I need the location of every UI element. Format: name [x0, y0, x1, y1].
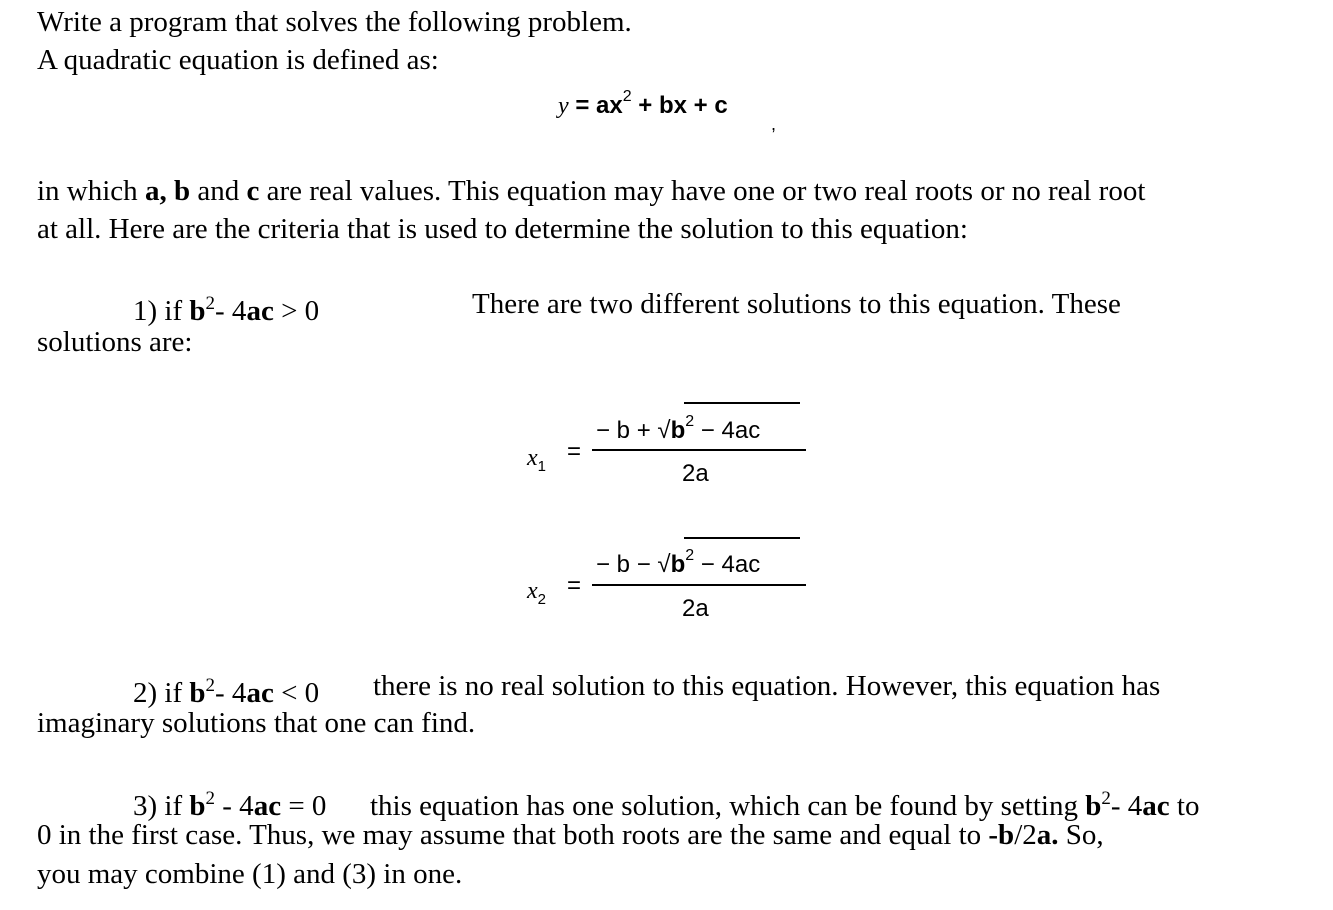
case3-prefix: 3) if [133, 790, 190, 822]
formula2-sqrt-bar [684, 537, 800, 539]
formula2-x: x [527, 578, 538, 604]
case3-line2-text: 0 in the first case. Thus, we may assume that both roots are the same and equal to [37, 819, 989, 851]
case3-description [370, 782, 1199, 823]
paragraph-text: are real values. This equation may have one or two real roots or no real root [259, 175, 1146, 207]
case3-so: So, [1058, 819, 1104, 851]
case1-description-2: solutions are: [37, 326, 193, 358]
case1-ac: ac [246, 295, 274, 327]
formula2-equals: = [567, 572, 582, 599]
main-eq-y: y [558, 93, 569, 119]
case3-condition [133, 782, 326, 823]
case3-over-2: /2 [1014, 819, 1037, 851]
paragraph-var-ab: a, b [144, 175, 191, 207]
formula2-num-b: b [670, 551, 686, 578]
formula1-num-c: − 4ac [694, 417, 761, 444]
formula1-num-exp: 2 [685, 413, 695, 430]
case3-desc-to: to [1169, 790, 1200, 822]
formula2-fraction-bar [592, 584, 806, 586]
case2-description: there is no real solution to this equation. However, this equation has [373, 670, 1161, 702]
main-eq-exponent: 2 [622, 88, 632, 105]
main-eq-comma: , [771, 114, 777, 134]
paragraph-line-2: at all. Here are the criteria that is used to determine the solution to this equation: [37, 213, 968, 245]
formula1-numerator [596, 413, 760, 445]
case2-b: b [189, 677, 206, 709]
case1-prefix: 1) if [133, 295, 190, 327]
main-eq-ax: = ax [568, 92, 623, 119]
formula2-numerator [596, 547, 760, 579]
formula1-lhs [527, 444, 546, 475]
formula1-denominator: 2a [682, 460, 709, 487]
formula2-radical: √ [657, 551, 671, 578]
case3-cond: = 0 [281, 790, 327, 822]
formula1-num-b: b [670, 417, 686, 444]
formula1-num-a: − b + [596, 417, 658, 444]
formula1-fraction-bar [592, 449, 806, 451]
formula2-denominator: 2a [682, 595, 709, 622]
case2-minus: - 4 [215, 677, 247, 709]
case1-square: 2 [205, 293, 216, 314]
formula1-subscript: 1 [537, 458, 546, 475]
case1-description: There are two different solutions to this equation. These [472, 288, 1121, 320]
case1-condition [133, 287, 319, 328]
intro-line-2: A quadratic equation is defined as: [37, 44, 439, 76]
case3-b: b [189, 790, 206, 822]
formula2-num-a: − b − [596, 551, 658, 578]
case1-b: b [189, 295, 206, 327]
formula1-x: x [527, 445, 538, 471]
case3-ac: ac [253, 790, 282, 822]
case3-desc-ac: ac [1142, 790, 1170, 822]
case3-square: 2 [205, 788, 216, 809]
formula2-lhs [527, 577, 546, 608]
main-equation [558, 88, 728, 120]
paragraph-var-c: c [246, 175, 260, 207]
case1-minus: - 4 [215, 295, 247, 327]
case3-neg-b: -b [988, 819, 1015, 851]
formula2-num-c: − 4ac [694, 551, 761, 578]
case3-line-2 [37, 818, 1104, 852]
formula1-equals: = [567, 438, 582, 465]
case3-desc-text: this equation has one solution, which can be found by setting [370, 790, 1086, 822]
case2-ac: ac [246, 677, 274, 709]
case3-desc-b: b [1085, 790, 1102, 822]
case2-description-2: imaginary solutions that one can find. [37, 707, 476, 739]
formula2-subscript: 2 [537, 591, 546, 608]
case3-desc-minus: - 4 [1110, 790, 1143, 822]
case2-condition [133, 669, 319, 710]
case3-a: a. [1036, 819, 1059, 851]
main-eq-bxc: + bx + c [631, 92, 728, 119]
case1-cond: > 0 [273, 295, 320, 327]
case2-prefix: 2) if [133, 677, 190, 709]
formula1-radical: √ [657, 417, 671, 444]
case3-line-3: you may combine (1) and (3) in one. [37, 858, 463, 890]
paragraph-line-1 [37, 174, 1145, 208]
formula2-num-exp: 2 [685, 547, 695, 564]
paragraph-text: and [190, 175, 247, 207]
case2-cond: < 0 [273, 677, 320, 709]
case3-minus: - 4 [215, 790, 254, 822]
intro-line-1: Write a program that solves the following problem. [37, 6, 632, 38]
paragraph-text: in which [37, 175, 145, 207]
case2-square: 2 [205, 675, 216, 696]
case3-desc-square: 2 [1101, 788, 1111, 809]
formula1-sqrt-bar [684, 402, 800, 404]
